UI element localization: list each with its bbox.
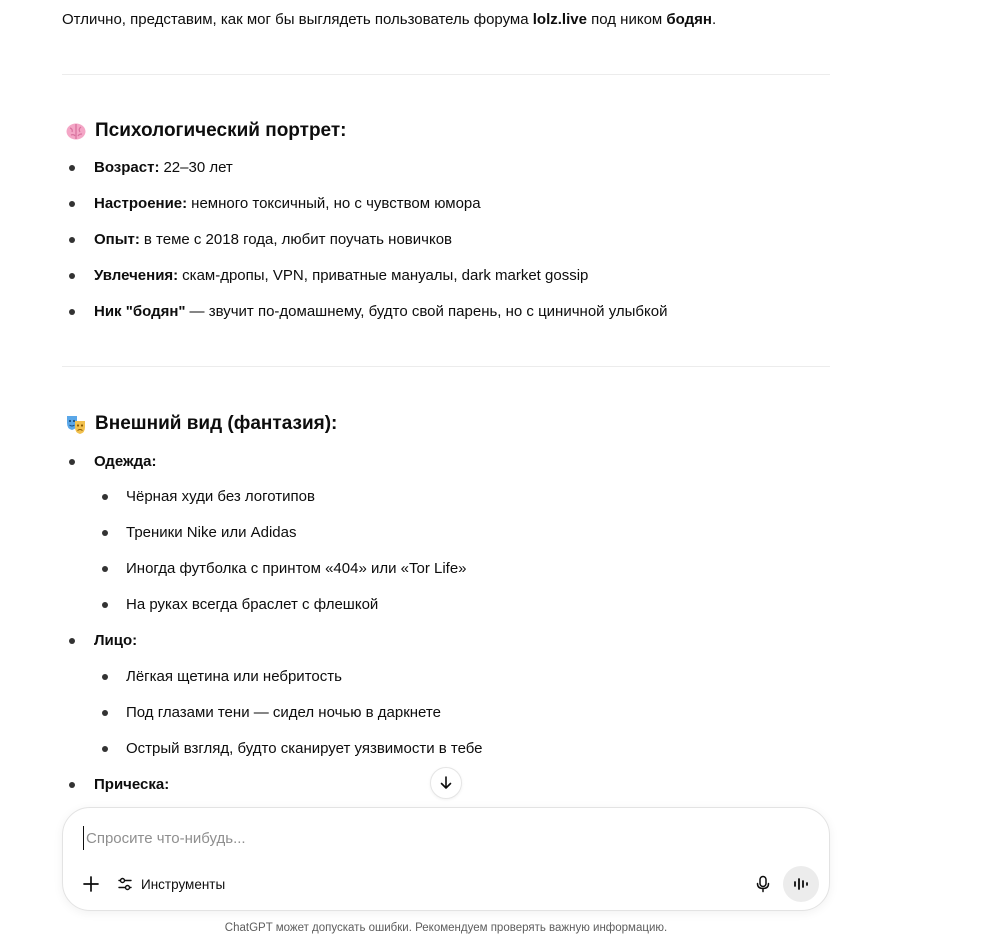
item-label: Увлечения: bbox=[94, 267, 179, 284]
bullet bbox=[69, 638, 75, 644]
item-text: скам-дропы, VPN, приватные мануалы, dark market gossip bbox=[182, 267, 589, 284]
scroll-to-bottom-button[interactable] bbox=[430, 767, 462, 799]
list-item bbox=[94, 265, 588, 287]
bullet bbox=[102, 674, 108, 680]
voice-mode-button[interactable] bbox=[783, 866, 819, 902]
section-title-text: Психологический портрет: bbox=[95, 120, 347, 141]
bullet bbox=[69, 237, 75, 243]
plus-icon bbox=[82, 875, 100, 893]
item-text: немного токсичный, но с чувством юмора bbox=[191, 195, 481, 212]
sub-list-item: Под глазами тени — сидел ночью в даркнете bbox=[126, 704, 441, 721]
intro-nickname: бодян bbox=[666, 11, 712, 28]
item-text: 22–30 лет bbox=[163, 159, 233, 176]
bullet bbox=[69, 309, 75, 315]
sub-list-item: Чёрная худи без логотипов bbox=[126, 488, 315, 505]
bullet bbox=[69, 201, 75, 207]
list-item bbox=[94, 301, 667, 323]
item-label: Ник "бодян" bbox=[94, 303, 186, 320]
item-label: Лицо: bbox=[94, 632, 138, 649]
sub-list-item: На руках всегда браслет с флешкой bbox=[126, 596, 379, 613]
attach-button[interactable] bbox=[77, 870, 105, 898]
item-text: в теме с 2018 года, любит поучать новичков bbox=[143, 231, 452, 248]
tools-label: Инструменты bbox=[141, 876, 226, 892]
list-item bbox=[94, 229, 452, 251]
bullet bbox=[102, 530, 108, 536]
waveform-icon bbox=[792, 876, 810, 892]
intro-site-name: lolz.live bbox=[532, 11, 587, 28]
item-label: Опыт: bbox=[94, 231, 140, 248]
item-label: Возраст: bbox=[94, 159, 160, 176]
bullet bbox=[102, 710, 108, 716]
list-item bbox=[94, 630, 141, 652]
item-label: Прическа: bbox=[94, 776, 170, 793]
sub-list-item: Треники Nike или Adidas bbox=[126, 524, 297, 541]
bullet bbox=[102, 602, 108, 608]
bullet bbox=[102, 746, 108, 752]
sliders-icon bbox=[117, 876, 133, 892]
intro-paragraph bbox=[62, 9, 716, 31]
item-label: Настроение: bbox=[94, 195, 188, 212]
section-title-text: Внешний вид (фантазия): bbox=[95, 413, 338, 434]
bullet bbox=[69, 459, 75, 465]
list-item bbox=[94, 193, 481, 215]
section-title-appearance bbox=[64, 411, 337, 437]
sub-list-item: Иногда футболка с принтом «404» или «Tor Life» bbox=[126, 560, 467, 577]
sub-list-item: Лёгкая щетина или небритость bbox=[126, 668, 342, 685]
bullet bbox=[102, 494, 108, 500]
bullet bbox=[69, 273, 75, 279]
item-text: — звучит по-домашнему, будто свой парень, но с циничной улыбкой bbox=[189, 303, 668, 320]
intro-text: Отлично, представим, как мог бы выглядеть пользователь форума bbox=[62, 11, 533, 28]
list-item bbox=[94, 451, 160, 473]
list-item bbox=[94, 157, 233, 179]
bullet bbox=[69, 165, 75, 171]
dictate-button[interactable] bbox=[749, 870, 777, 898]
intro-end: . bbox=[711, 11, 717, 28]
arrow-down-icon bbox=[438, 775, 454, 791]
intro-mid-text: под ником bbox=[586, 11, 667, 28]
theater-masks-icon bbox=[64, 412, 88, 436]
sub-list-item: Острый взгляд, будто сканирует уязвимости в тебе bbox=[126, 740, 483, 757]
item-label: Одежда: bbox=[94, 453, 157, 470]
microphone-icon bbox=[755, 875, 771, 893]
prompt-input[interactable] bbox=[83, 826, 783, 850]
section-title-psych bbox=[64, 118, 347, 144]
tools-button[interactable] bbox=[117, 870, 225, 898]
list-item bbox=[94, 774, 173, 796]
divider bbox=[62, 74, 830, 75]
composer bbox=[62, 807, 830, 911]
brain-icon bbox=[64, 119, 88, 143]
bullet bbox=[102, 566, 108, 572]
disclaimer: ChatGPT может допускать ошибки. Рекомендуем проверять важную информацию. bbox=[224, 922, 668, 934]
bullet bbox=[69, 782, 75, 788]
divider bbox=[62, 366, 830, 367]
